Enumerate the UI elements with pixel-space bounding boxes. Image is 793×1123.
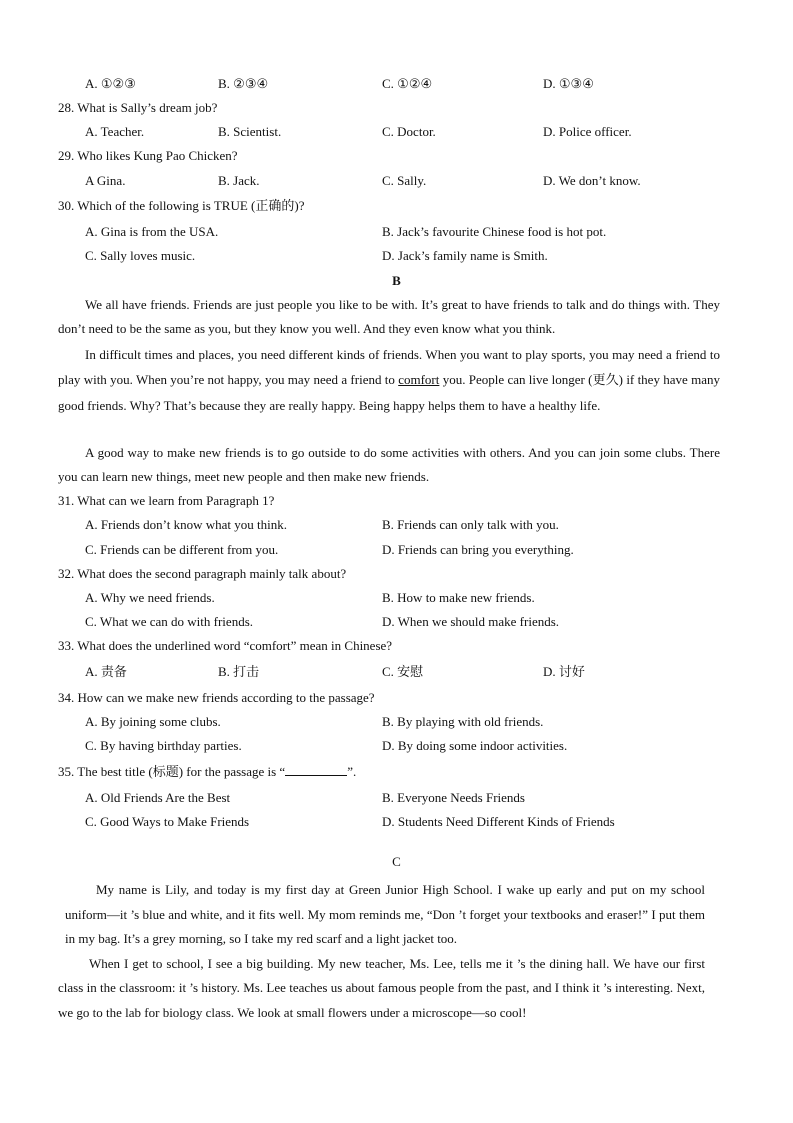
section-b-paragraph-3: A good way to make new friends is to go outside to do some activities with others. And you can join some clubs. There you can learn new things, meet new people and then make new friends. [58, 445, 720, 485]
q33-stem: 33. What does the underlined word “comfort” mean in Chinese? [58, 638, 393, 653]
q33-option-a: A. 责备 [85, 664, 127, 679]
section-c-heading: C [392, 854, 401, 869]
q29-option-b: B. Jack. [218, 173, 260, 188]
q33-option-c: C. 安慰 [382, 664, 424, 679]
q27-option-a: A. ①②③ [85, 76, 136, 91]
q33-option-d: D. 讨好 [543, 664, 585, 679]
q35-stem: 35. The best title (标题) for the passage is “ ”. [58, 764, 357, 779]
q30-stem: 30. Which of the following is TRUE (正确的)? [58, 198, 305, 213]
q35-option-d: D. Students Need Different Kinds of Friends [382, 814, 615, 829]
q35-option-b: B. Everyone Needs Friends [382, 790, 525, 805]
q29-option-c: C. Sally. [382, 173, 427, 188]
q31-option-d: D. Friends can bring you everything. [382, 542, 574, 557]
q30-option-a: A. Gina is from the USA. [85, 224, 219, 239]
q30-option-b: B. Jack’s favourite Chinese food is hot pot. [382, 224, 607, 239]
q27-option-c: C. ①②④ [382, 76, 433, 91]
q27-option-d: D. ①③④ [543, 76, 594, 91]
section-b-paragraph-2: In difficult times and places, you need different kinds of friends. When you want to play sports, you may need a friend to play with you. When you’re not happy, you may need a friend to comfort you. People can live longer (更久) if they have many good friends. Why? That’s because they are really happy. Being happy helps them to have a healthy life. [58, 347, 721, 413]
q31-stem: 31. What can we learn from Paragraph 1? [58, 493, 275, 508]
q34-option-d: D. By doing some indoor activities. [382, 738, 568, 753]
q34-option-a: A. By joining some clubs. [85, 714, 221, 729]
answer-blank [285, 764, 347, 776]
q33-option-b: B. 打击 [218, 664, 260, 679]
q28-option-d: D. Police officer. [543, 124, 632, 139]
q35-option-a: A. Old Friends Are the Best [85, 790, 231, 805]
q32-option-d: D. When we should make friends. [382, 614, 560, 629]
q32-option-a: A. Why we need friends. [85, 590, 215, 605]
q34-stem: 34. How can we make new friends according to the passage? [58, 690, 375, 705]
q28-stem: 28. What is Sally’s dream job? [58, 100, 218, 115]
q31-option-c: C. Friends can be different from you. [85, 542, 279, 557]
q28-option-a: A. Teacher. [85, 124, 145, 139]
q30-option-c: C. Sally loves music. [85, 248, 196, 263]
q28-option-b: B. Scientist. [218, 124, 282, 139]
q34-option-b: B. By playing with old friends. [382, 714, 544, 729]
section-b-paragraph-1: We all have friends. Friends are just people you like to be with. It’s great to have friends to talk and do things with. They don’t need to be the same as you, but they know you well. And they even know what you think. [58, 297, 720, 337]
q32-option-b: B. How to make new friends. [382, 590, 535, 605]
q28-option-c: C. Doctor. [382, 124, 436, 139]
section-c-paragraph-1: My name is Lily, and today is my first day at Green Junior High School. I wake up early and put on my school uniform—it ’s blue and white, and it fits well. My mom reminds me, “Don ’t forget your textbooks and eraser!” I put them in my bag. It’s a grey morning, so I take my red scarf and a light jacket too. [65, 882, 705, 946]
q27-option-b: B. ②③④ [218, 76, 269, 91]
q32-option-c: C. What we can do with friends. [85, 614, 253, 629]
q31-option-b: B. Friends can only talk with you. [382, 517, 559, 532]
q32-stem: 32. What does the second paragraph mainly talk about? [58, 566, 347, 581]
q29-option-d: D. We don’t know. [543, 173, 641, 188]
section-c-paragraph-2: When I get to school, I see a big building. My new teacher, Ms. Lee, tells me it ’s the dining hall. We have our first class in the classroom: it ’s history. Ms. Lee teaches us about famous people from the past, and I think it ’s interesting. Next, we go to the lab for biology class. We look at small flowers under a microscope—so cool! [58, 956, 705, 1020]
underlined-word-comfort: comfort [398, 372, 440, 388]
section-b-heading: B [392, 273, 401, 288]
q30-option-d: D. Jack’s family name is Smith. [382, 248, 548, 263]
q34-option-c: C. By having birthday parties. [85, 738, 242, 753]
q31-option-a: A. Friends don’t know what you think. [85, 517, 287, 532]
q35-option-c: C. Good Ways to Make Friends [85, 814, 250, 829]
q29-stem: 29. Who likes Kung Pao Chicken? [58, 148, 238, 163]
q29-option-a: A Gina. [85, 173, 126, 188]
